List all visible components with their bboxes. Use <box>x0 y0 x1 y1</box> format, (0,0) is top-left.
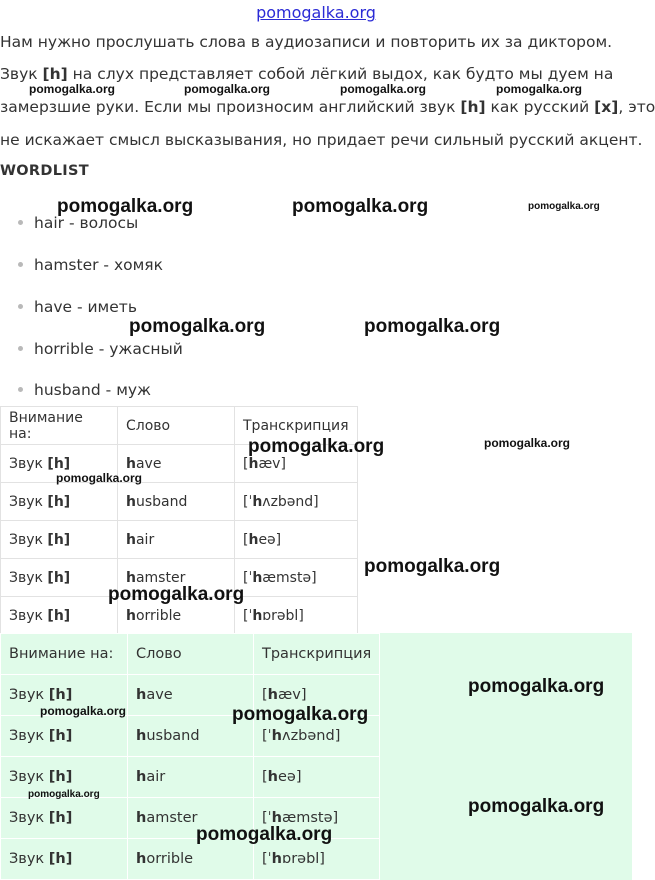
list-item <box>18 256 163 274</box>
column-header: Внимание на: <box>1 407 118 445</box>
sound-label: Звук <box>9 687 49 703</box>
sound-label: Звук <box>9 607 48 624</box>
transcription-text: æv] <box>278 687 307 703</box>
watermark: pomogalka.org <box>484 436 571 450</box>
transcription-sound: h <box>252 569 263 586</box>
watermark: pomogalka.org <box>232 704 369 725</box>
sound-symbol: [h] <box>42 65 68 83</box>
sound-symbol: [h] <box>47 569 71 586</box>
sound-label: Звук <box>9 769 49 785</box>
watermark: pomogalka.org <box>248 436 385 457</box>
transcription-text: ɒrəbl] <box>262 607 304 624</box>
translation: муж <box>116 381 152 399</box>
table-row <box>1 483 358 521</box>
transcription-sound: h <box>252 607 263 624</box>
sound-symbol: [x] <box>594 98 619 116</box>
watermark: pomogalka.org <box>496 82 583 96</box>
sound-symbol: [h] <box>48 769 73 785</box>
column-header: Внимание на: <box>1 634 128 675</box>
sound-symbol: [h] <box>47 607 71 624</box>
sound-symbol: [h] <box>48 810 73 826</box>
transcription-text: ʌzbənd] <box>281 728 341 744</box>
description-text: Звук <box>0 65 43 83</box>
transcription-text: [ˈ <box>243 607 253 624</box>
word-rest: amster <box>135 569 186 586</box>
word-first-letter: h <box>126 493 136 510</box>
word-first-letter: h <box>136 810 147 826</box>
watermark: pomogalka.org <box>528 201 600 212</box>
transcription-sound: h <box>271 851 282 867</box>
transcription-text: [ˈ <box>262 728 272 744</box>
description-line-3: не искажает смысл высказывания, но придает речи сильный русский акцент. <box>0 131 643 149</box>
word-rest: usband <box>135 493 188 510</box>
word-rest: amster <box>146 810 198 826</box>
list-item <box>18 340 183 358</box>
description-text: на слух представляет собой лёгкий выдох, как будто мы дуем на <box>67 65 614 83</box>
transcription-text: [ˈ <box>262 851 272 867</box>
transcription-sound: h <box>267 769 278 785</box>
site-title[interactable]: pomogalka.org <box>256 3 376 22</box>
translation: хомяк <box>113 256 163 274</box>
transcription-text: [ˈ <box>262 810 272 826</box>
description-text: , это <box>618 98 655 116</box>
transcription-text: [ <box>243 455 249 472</box>
description-text: замерзшие руки. Если мы произносим английский звук <box>0 98 461 116</box>
wordlist-heading: WORDLIST <box>0 163 89 179</box>
separator: - <box>64 214 80 232</box>
description-line-2 <box>0 98 655 116</box>
word-rest: air <box>146 769 166 785</box>
watermark: pomogalka.org <box>108 584 245 605</box>
watermark: pomogalka.org <box>57 196 194 217</box>
word-rest: usband <box>146 728 200 744</box>
word: have <box>34 298 73 316</box>
transcription-text: æmstə] <box>281 810 339 826</box>
intro-text: Нам нужно прослушать слова в аудиозаписи и повторить их за диктором. <box>0 33 613 51</box>
separator: - <box>98 256 114 274</box>
bullet-icon <box>18 346 23 351</box>
word-first-letter: h <box>126 531 136 548</box>
translation: волосы <box>79 214 139 232</box>
bullet-icon <box>18 387 23 392</box>
transcription-sound: h <box>252 493 263 510</box>
table-header-row <box>1 634 380 675</box>
word-rest: ave <box>135 455 162 472</box>
sound-label: Звук <box>9 531 48 548</box>
watermark: pomogalka.org <box>56 471 143 485</box>
sound-cell <box>1 716 128 757</box>
transcription-cell <box>235 559 358 597</box>
transcription-sound: h <box>248 455 259 472</box>
description-line-1 <box>0 65 613 83</box>
separator: - <box>100 381 117 399</box>
transcription-text: eə] <box>258 531 282 548</box>
word-first-letter: h <box>136 851 147 867</box>
transcription-text: æmstə] <box>262 569 317 586</box>
transcription-text: ɒrəbl] <box>281 851 325 867</box>
sound-cell <box>1 597 118 635</box>
sound-cell <box>1 521 118 559</box>
word-cell <box>118 483 235 521</box>
sound-symbol: [h] <box>48 687 73 703</box>
watermark: pomogalka.org <box>184 82 271 96</box>
word: horrible <box>34 340 94 358</box>
transcription-cell <box>235 521 358 559</box>
transcription-text: ʌzbənd] <box>262 493 319 510</box>
sound-symbol: [h] <box>47 531 71 548</box>
watermark: pomogalka.org <box>196 824 333 845</box>
translation: иметь <box>87 298 137 316</box>
transcription-text: [ <box>243 531 249 548</box>
description-text: как русский <box>485 98 595 116</box>
word: hair <box>34 214 65 232</box>
sound-symbol: [h] <box>48 728 73 744</box>
watermark: pomogalka.org <box>468 676 605 697</box>
watermark: pomogalka.org <box>129 316 266 337</box>
word-cell <box>118 521 235 559</box>
word: hamster <box>34 256 99 274</box>
transcription-text: [ˈ <box>243 569 253 586</box>
sound-label: Звук <box>9 455 48 472</box>
translation: ужасный <box>109 340 183 358</box>
sound-label: Звук <box>9 810 49 826</box>
sound-symbol: [h] <box>460 98 486 116</box>
watermark: pomogalka.org <box>468 796 605 817</box>
bullet-icon <box>18 304 23 309</box>
word-rest: orrible <box>146 851 194 867</box>
sound-label: Звук <box>9 493 48 510</box>
list-item <box>18 381 151 399</box>
sound-symbol: [h] <box>47 455 71 472</box>
word-first-letter: h <box>126 607 136 624</box>
watermark: pomogalka.org <box>28 789 100 800</box>
separator: - <box>93 340 110 358</box>
word-rest: ave <box>146 687 173 703</box>
sound-label: Звук <box>9 569 48 586</box>
watermark: pomogalka.org <box>340 82 427 96</box>
word-rest: orrible <box>135 607 182 624</box>
watermark: pomogalka.org <box>292 196 429 217</box>
separator: - <box>72 298 88 316</box>
sound-label: Звук <box>9 851 49 867</box>
table-row <box>1 521 358 559</box>
transcription-sound: h <box>271 810 282 826</box>
transcription-text: æv] <box>258 455 286 472</box>
transcription-text: [ <box>262 769 268 785</box>
bullet-icon <box>18 220 23 225</box>
column-header: Слово <box>118 407 235 445</box>
word-first-letter: h <box>136 769 147 785</box>
transcription-text: eə] <box>278 769 302 785</box>
transcription-text: [ <box>262 687 268 703</box>
word-first-letter: h <box>126 455 136 472</box>
column-header: Транскрипция <box>235 407 358 445</box>
sound-symbol: [h] <box>48 851 73 867</box>
sound-cell <box>1 559 118 597</box>
watermark: pomogalka.org <box>29 82 116 96</box>
word-first-letter: h <box>126 569 136 586</box>
column-header: Слово <box>128 634 254 675</box>
bullet-icon <box>18 262 23 267</box>
sound-cell <box>1 798 128 839</box>
transcription-sound: h <box>271 728 282 744</box>
watermark: pomogalka.org <box>364 316 501 337</box>
transcription-cell <box>235 483 358 521</box>
sound-label: Звук <box>9 728 49 744</box>
sound-cell <box>1 839 128 880</box>
word-cell <box>128 757 254 798</box>
list-item <box>18 298 137 316</box>
transcription-sound: h <box>267 687 278 703</box>
sound-symbol: [h] <box>47 493 71 510</box>
transcription-cell <box>235 597 358 635</box>
transcription-sound: h <box>248 531 259 548</box>
word: husband <box>34 381 101 399</box>
transcription-text: [ˈ <box>243 493 253 510</box>
sound-cell <box>1 483 118 521</box>
transcription-cell <box>254 757 380 798</box>
word-rest: air <box>135 531 155 548</box>
word-first-letter: h <box>136 728 147 744</box>
word-first-letter: h <box>136 687 147 703</box>
watermark: pomogalka.org <box>40 704 127 718</box>
column-header: Транскрипция <box>254 634 380 675</box>
watermark: pomogalka.org <box>364 556 501 577</box>
